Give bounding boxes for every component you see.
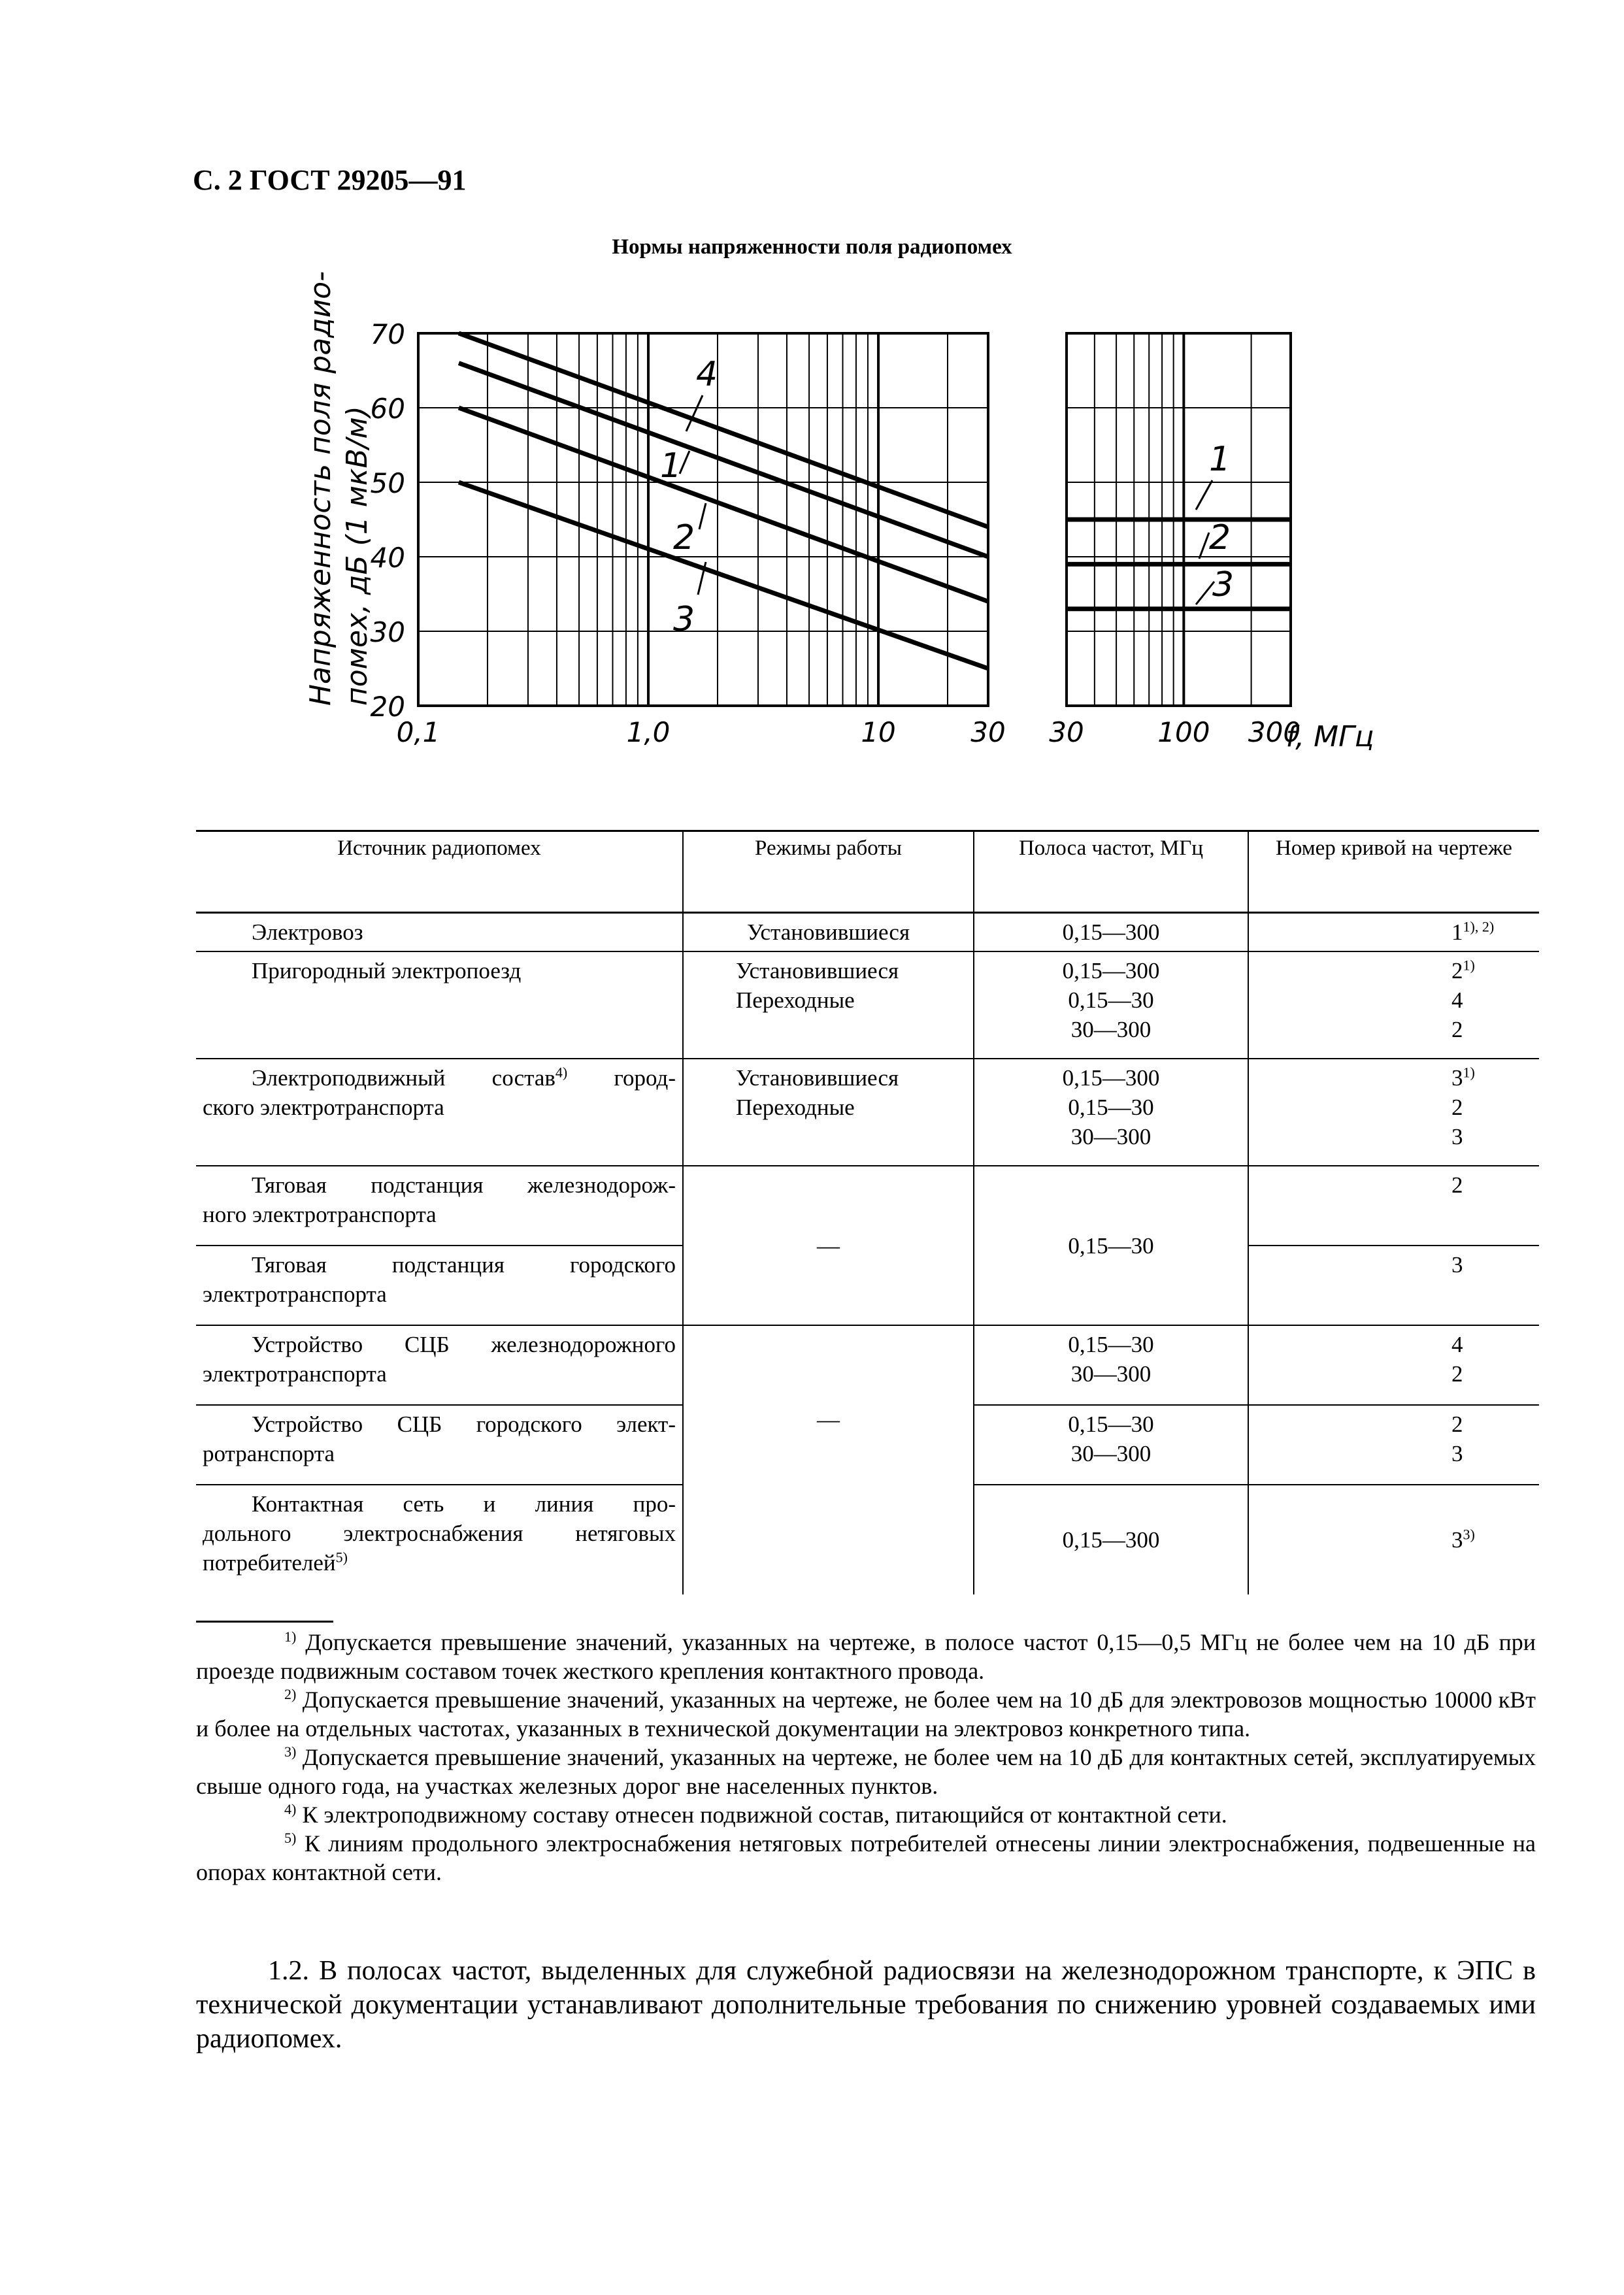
y-tick-label: 50 bbox=[370, 467, 405, 499]
table-row bbox=[196, 1166, 1539, 1246]
cell-band: 0,15—300 0,15—30 30—300 bbox=[974, 1059, 1248, 1166]
x-tick-label: 300 bbox=[1248, 716, 1301, 748]
cell-source: Тяговая подстанция городского электротранспорта bbox=[196, 1246, 683, 1325]
y-tick-label: 70 bbox=[370, 318, 405, 350]
curve-label-3: 3 bbox=[673, 600, 695, 639]
table-row bbox=[196, 1325, 1539, 1405]
cell-source: Электроподвижный состав$^{4)}$ город- ского электротранспорта bbox=[196, 1059, 683, 1166]
y-axis-label-line2: помех, дБ (1 мкВ/м) bbox=[340, 406, 374, 706]
footnotes bbox=[196, 1621, 1536, 1887]
cell-mode: Установившиеся Переходные bbox=[683, 951, 974, 1059]
footnote-2: $^{2)}$ Допускается превышение значений, указанных на чертеже, не более чем на 10 дБ для электровозов мощностью 10000 кВт и более на отдельных частотах, указанных в технической документации на электровоз конкретного типа. bbox=[196, 1686, 1536, 1742]
cell-curve: 2 bbox=[1451, 1172, 1463, 1198]
footnote-3: $^{3)}$ Допускается превышение значений, указанных на чертеже, не более чем на 10 дБ для контактных сетей, эксплуатируемых свыше одного года, на участках железных дорог вне населенных пунктов. bbox=[196, 1743, 1536, 1799]
curve-2-line bbox=[459, 408, 988, 601]
sources-table bbox=[196, 830, 1539, 1594]
cell-band: 0,15—30 bbox=[974, 1166, 1248, 1325]
x-tick-label: 10 bbox=[861, 716, 896, 748]
cell-source: Контактная сеть и линия про- дольного электроснабжения нетяговых потребителей$^{5)}$ bbox=[196, 1485, 683, 1594]
cell-curve: 3$^{3)}$ bbox=[1451, 1526, 1475, 1553]
chart-labels bbox=[304, 271, 1374, 753]
table-row bbox=[196, 913, 1539, 952]
cell-curve: 2 3 bbox=[1451, 1412, 1463, 1466]
curve-4-line bbox=[459, 333, 988, 527]
curve-leader-1 bbox=[1196, 480, 1212, 510]
curve-label-1: 1 bbox=[660, 446, 682, 486]
cell-curve: 3 bbox=[1451, 1252, 1463, 1278]
x-tick-label: 30 bbox=[1049, 716, 1084, 748]
header-curve: Номер кривой на чертеже bbox=[1276, 836, 1512, 860]
curve-label-3: 3 bbox=[1212, 565, 1235, 604]
y-tick-label: 60 bbox=[370, 393, 405, 425]
cell-mode: — bbox=[683, 1166, 974, 1325]
y-axis-label-line1: Напряженность поля радио- bbox=[304, 271, 337, 706]
radio-noise-chart bbox=[0, 0, 1624, 817]
chart-series bbox=[459, 333, 1291, 669]
footnote-5: $^{5)}$ К линиям продольного электроснабжения нетяговых потребителей отнесены линии электроснабжения, подвешенные на опорах контактной сети. bbox=[196, 1830, 1536, 1885]
curve-label-2: 2 bbox=[673, 518, 695, 557]
cell-curve: $1^{1), 2)}$ bbox=[1451, 918, 1495, 945]
x-tick-label: 30 bbox=[970, 716, 1006, 748]
cell-band: 0,15—300 bbox=[974, 1485, 1248, 1594]
cell-mode: — bbox=[683, 1325, 974, 1594]
cell-curve: 2$^{1)}$ 4 2 bbox=[1451, 957, 1475, 1042]
curve-3-line bbox=[459, 482, 988, 669]
cell-curve: 3$^{1)}$ 2 3 bbox=[1451, 1064, 1475, 1149]
curve-leader-4 bbox=[686, 395, 703, 431]
curve-label-4: 4 bbox=[696, 355, 718, 394]
x-axis-label: f, МГц bbox=[1285, 720, 1374, 753]
table-row bbox=[196, 1059, 1539, 1166]
y-axis-label bbox=[304, 271, 374, 706]
header-source: Источник радиопомех bbox=[196, 831, 683, 913]
cell-source: Устройство СЦБ городского элект- ротранспорта bbox=[196, 1405, 683, 1485]
cell-mode: Установившиеся bbox=[683, 913, 974, 952]
y-tick-label: 20 bbox=[370, 691, 405, 723]
cell-source: Тяговая подстанция железнодорож- ного электротранспорта bbox=[196, 1166, 683, 1246]
header-mode: Режимы работы bbox=[683, 831, 974, 913]
footnote-rule bbox=[196, 1621, 333, 1623]
page-header: С. 2 ГОСТ 29205—91 bbox=[193, 164, 467, 196]
x-tick-label: 100 bbox=[1157, 716, 1210, 748]
cell-source: Пригородный электропоезд bbox=[196, 951, 683, 1059]
y-tick-label: 40 bbox=[370, 542, 405, 574]
x-tick-label: 1,0 bbox=[626, 716, 671, 748]
curve-label-1: 1 bbox=[1209, 440, 1231, 479]
cell-curve: 4 2 bbox=[1451, 1332, 1463, 1387]
cell-band: 0,15—30 30—300 bbox=[974, 1325, 1248, 1405]
curve-leader-3 bbox=[1196, 582, 1214, 604]
cell-band: 0,15—300 bbox=[974, 913, 1248, 952]
cell-source: Электровоз bbox=[196, 913, 683, 952]
y-tick-label: 30 bbox=[370, 616, 405, 648]
curve-leader-2 bbox=[1199, 533, 1209, 559]
footnote-4: $^{4)}$ К электроподвижному составу отнесен подвижной состав, питающийся от контактной сети. bbox=[284, 1801, 1227, 1828]
cell-band: 0,15—30 30—300 bbox=[974, 1405, 1248, 1485]
paragraph-1-2: 1.2. В полосах частот, выделенных для служебной радиосвязи на железнодорожном транспорте, к ЭПС в технической документации устанавливают дополнительные требования по снижению уровней создаваемых ими радиопомех. bbox=[196, 1956, 1536, 2054]
cell-band: 0,15—300 0,15—30 30—300 bbox=[974, 951, 1248, 1059]
cell-source: Устройство СЦБ железнодорожного электротранспорта bbox=[196, 1325, 683, 1405]
curve-1-line bbox=[459, 363, 988, 557]
figure-title: Нормы напряженности поля радиопомех bbox=[612, 235, 1012, 259]
curve-label-2: 2 bbox=[1209, 518, 1231, 557]
x-tick-label: 0,1 bbox=[396, 716, 440, 748]
cell-mode: Установившиеся Переходные bbox=[683, 1059, 974, 1166]
table-row bbox=[196, 951, 1539, 1059]
curve-leader-2 bbox=[699, 503, 706, 529]
header-band: Полоса частот, МГц bbox=[974, 831, 1248, 913]
footnote-1: $^{1)}$ Допускается превышение значений, указанных на чертеже, в полосе частот 0,15—0,5 МГц не более чем на 10 дБ при проезде подвижным составом точек жесткого крепления контактного провода. bbox=[196, 1628, 1536, 1684]
